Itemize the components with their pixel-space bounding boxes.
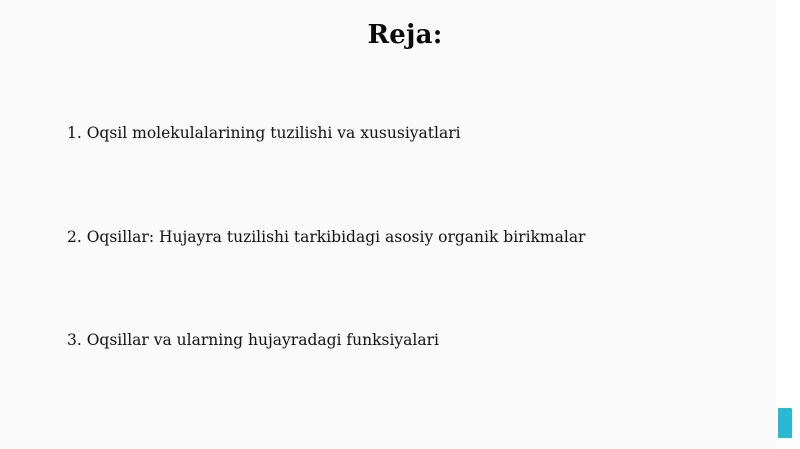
plan-item-2: 2. Oqsillar: Hujayra tuzilishi tarkibidagi asosiy organik birikmalar <box>67 228 586 246</box>
page-title: Reja: <box>367 20 443 50</box>
plan-item-3: 3. Oqsillar va ularning hujayradagi funksiyalari <box>67 331 439 349</box>
plan-item-1: 1. Oqsil molekulalarining tuzilishi va xususiyatlari <box>67 124 461 142</box>
right-gutter <box>776 0 800 449</box>
scroll-handle[interactable] <box>778 408 792 438</box>
